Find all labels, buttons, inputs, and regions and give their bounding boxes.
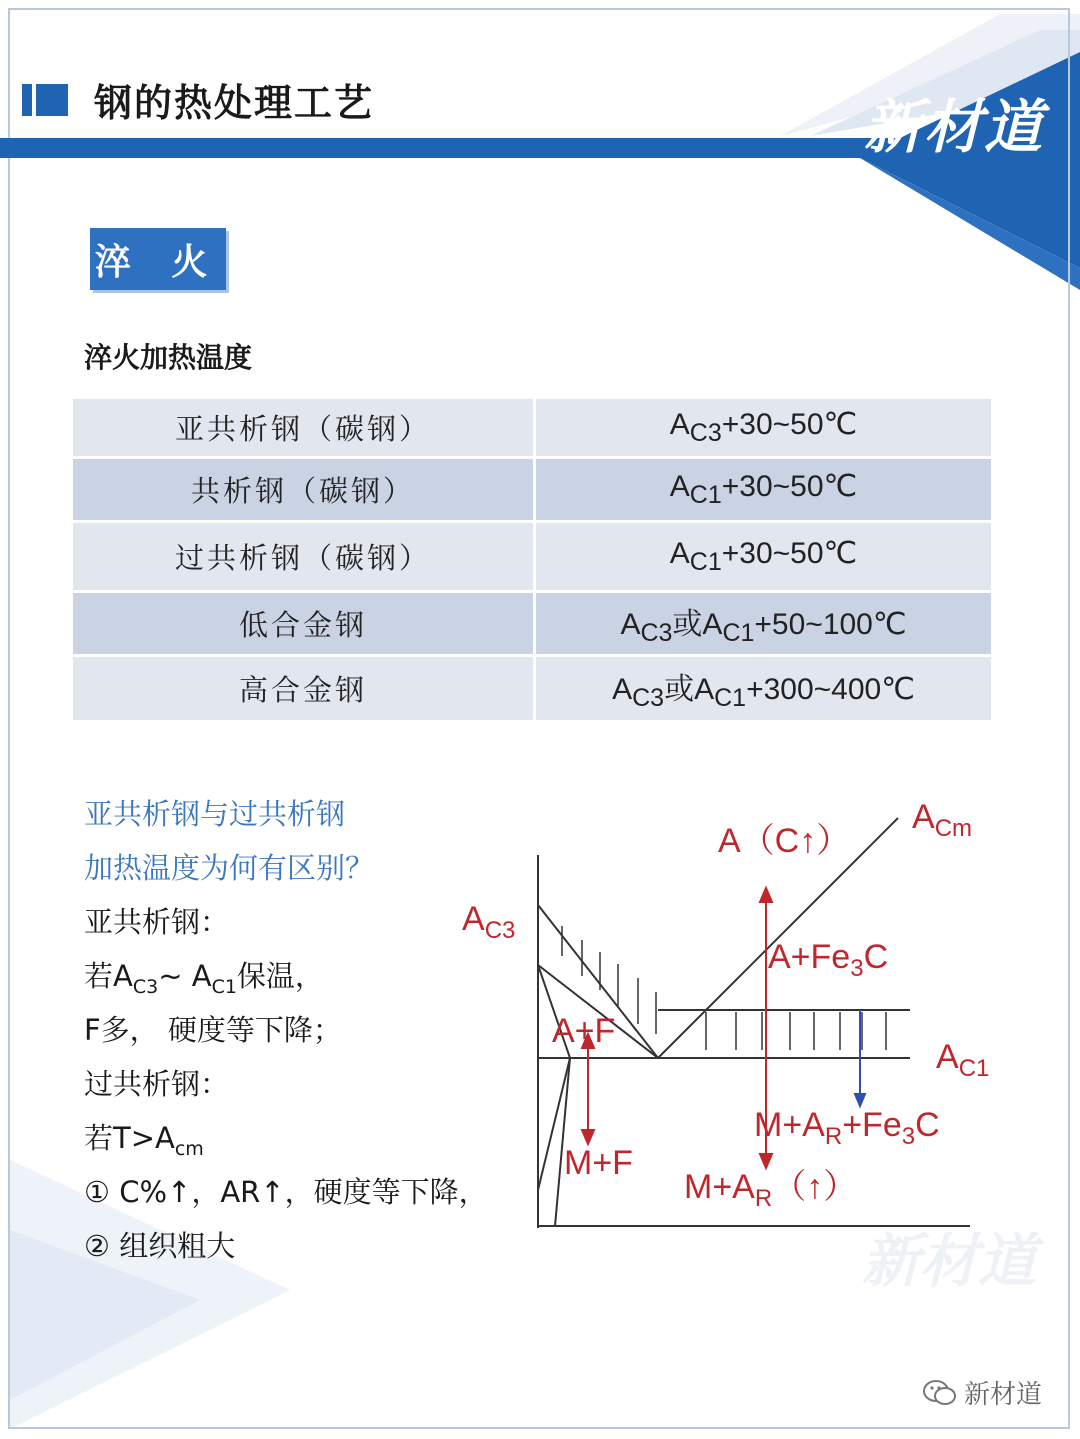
hypoeutectoid-result: F多， 硬度等下降； (84, 1013, 342, 1047)
question-line-1: 亚共析钢与过共析钢 (84, 797, 346, 831)
ms-curve-d (555, 1058, 570, 1226)
wechat-name: 新材道 (964, 1380, 1043, 1410)
wechat-account (922, 1374, 1042, 1411)
hypoeutectoid-condition: 若$A_{C3}\sim$ $A_{C1}$保温， (84, 959, 324, 998)
steel-type-cell: 高合金钢 (72, 656, 535, 722)
arrow-head-down (760, 1154, 772, 1168)
page-title: 钢的热处理工艺 (94, 81, 375, 125)
hypereutectoid-condition: 若$T>A_{cm}$ (84, 1121, 204, 1160)
label-m-ar: $M+A_R(↑)$ (684, 1168, 858, 1212)
wechat-icon (922, 1379, 958, 1407)
hypereutectoid-label: 过共析钢： (84, 1067, 230, 1101)
label-ac3: $A_{C3}$ (462, 900, 516, 944)
question-line-2: 加热温度为何有区别？ (84, 851, 375, 885)
steel-type-cell: 亚共析钢（碳钢） (72, 398, 535, 458)
label-acm: $A_{Cm}$ (912, 798, 973, 842)
steel-type-cell: 共析钢（碳钢） (72, 458, 535, 522)
temperature-cell: $A_{C1}+30\sim 50℃$ (535, 522, 993, 592)
temperature-cell: $A_{C3}$或$A_{C1}+300\sim 400℃$ (535, 656, 993, 722)
steel-type-cell: 低合金钢 (72, 592, 535, 656)
hypereutectoid-result-2: ② 组织粗大 (84, 1229, 236, 1263)
temperature-cell: $A_{C3}$或$A_{C1}+50\sim 100℃$ (535, 592, 993, 656)
section-tag: 淬 火 (90, 228, 226, 290)
label-m-ar-fe3c: $M+A_R+Fe_3C$ (754, 1106, 940, 1150)
label-m-f: M+F (564, 1144, 633, 1182)
arrow-head-up (760, 888, 772, 902)
hypereutectoid-result-1: ① C%↑，AR↑，硬度等下降， (84, 1175, 488, 1209)
label-a-c: A（C↑） (718, 822, 851, 860)
hypoeutectoid-label: 亚共析钢： (84, 905, 230, 939)
steel-type-cell: 过共析钢（碳钢） (72, 522, 535, 592)
label-ac1: $A_{C1}$ (936, 1038, 990, 1082)
arrow-hypo-down (582, 1130, 594, 1144)
section-subheading: 淬火加热温度 (84, 341, 253, 374)
brand-logo: 新材道 (864, 93, 1045, 161)
temperature-cell: $A_{C3}+30\sim 50℃$ (535, 398, 993, 458)
label-a-f: A+F (552, 1012, 616, 1050)
watermark: 新材道 (862, 1227, 1037, 1295)
label-a-fe3c: $A+Fe_3C$ (768, 938, 889, 982)
arrow-blue-head (855, 1094, 865, 1106)
temperature-cell: $A_{C1}+30\sim 50℃$ (535, 458, 993, 522)
